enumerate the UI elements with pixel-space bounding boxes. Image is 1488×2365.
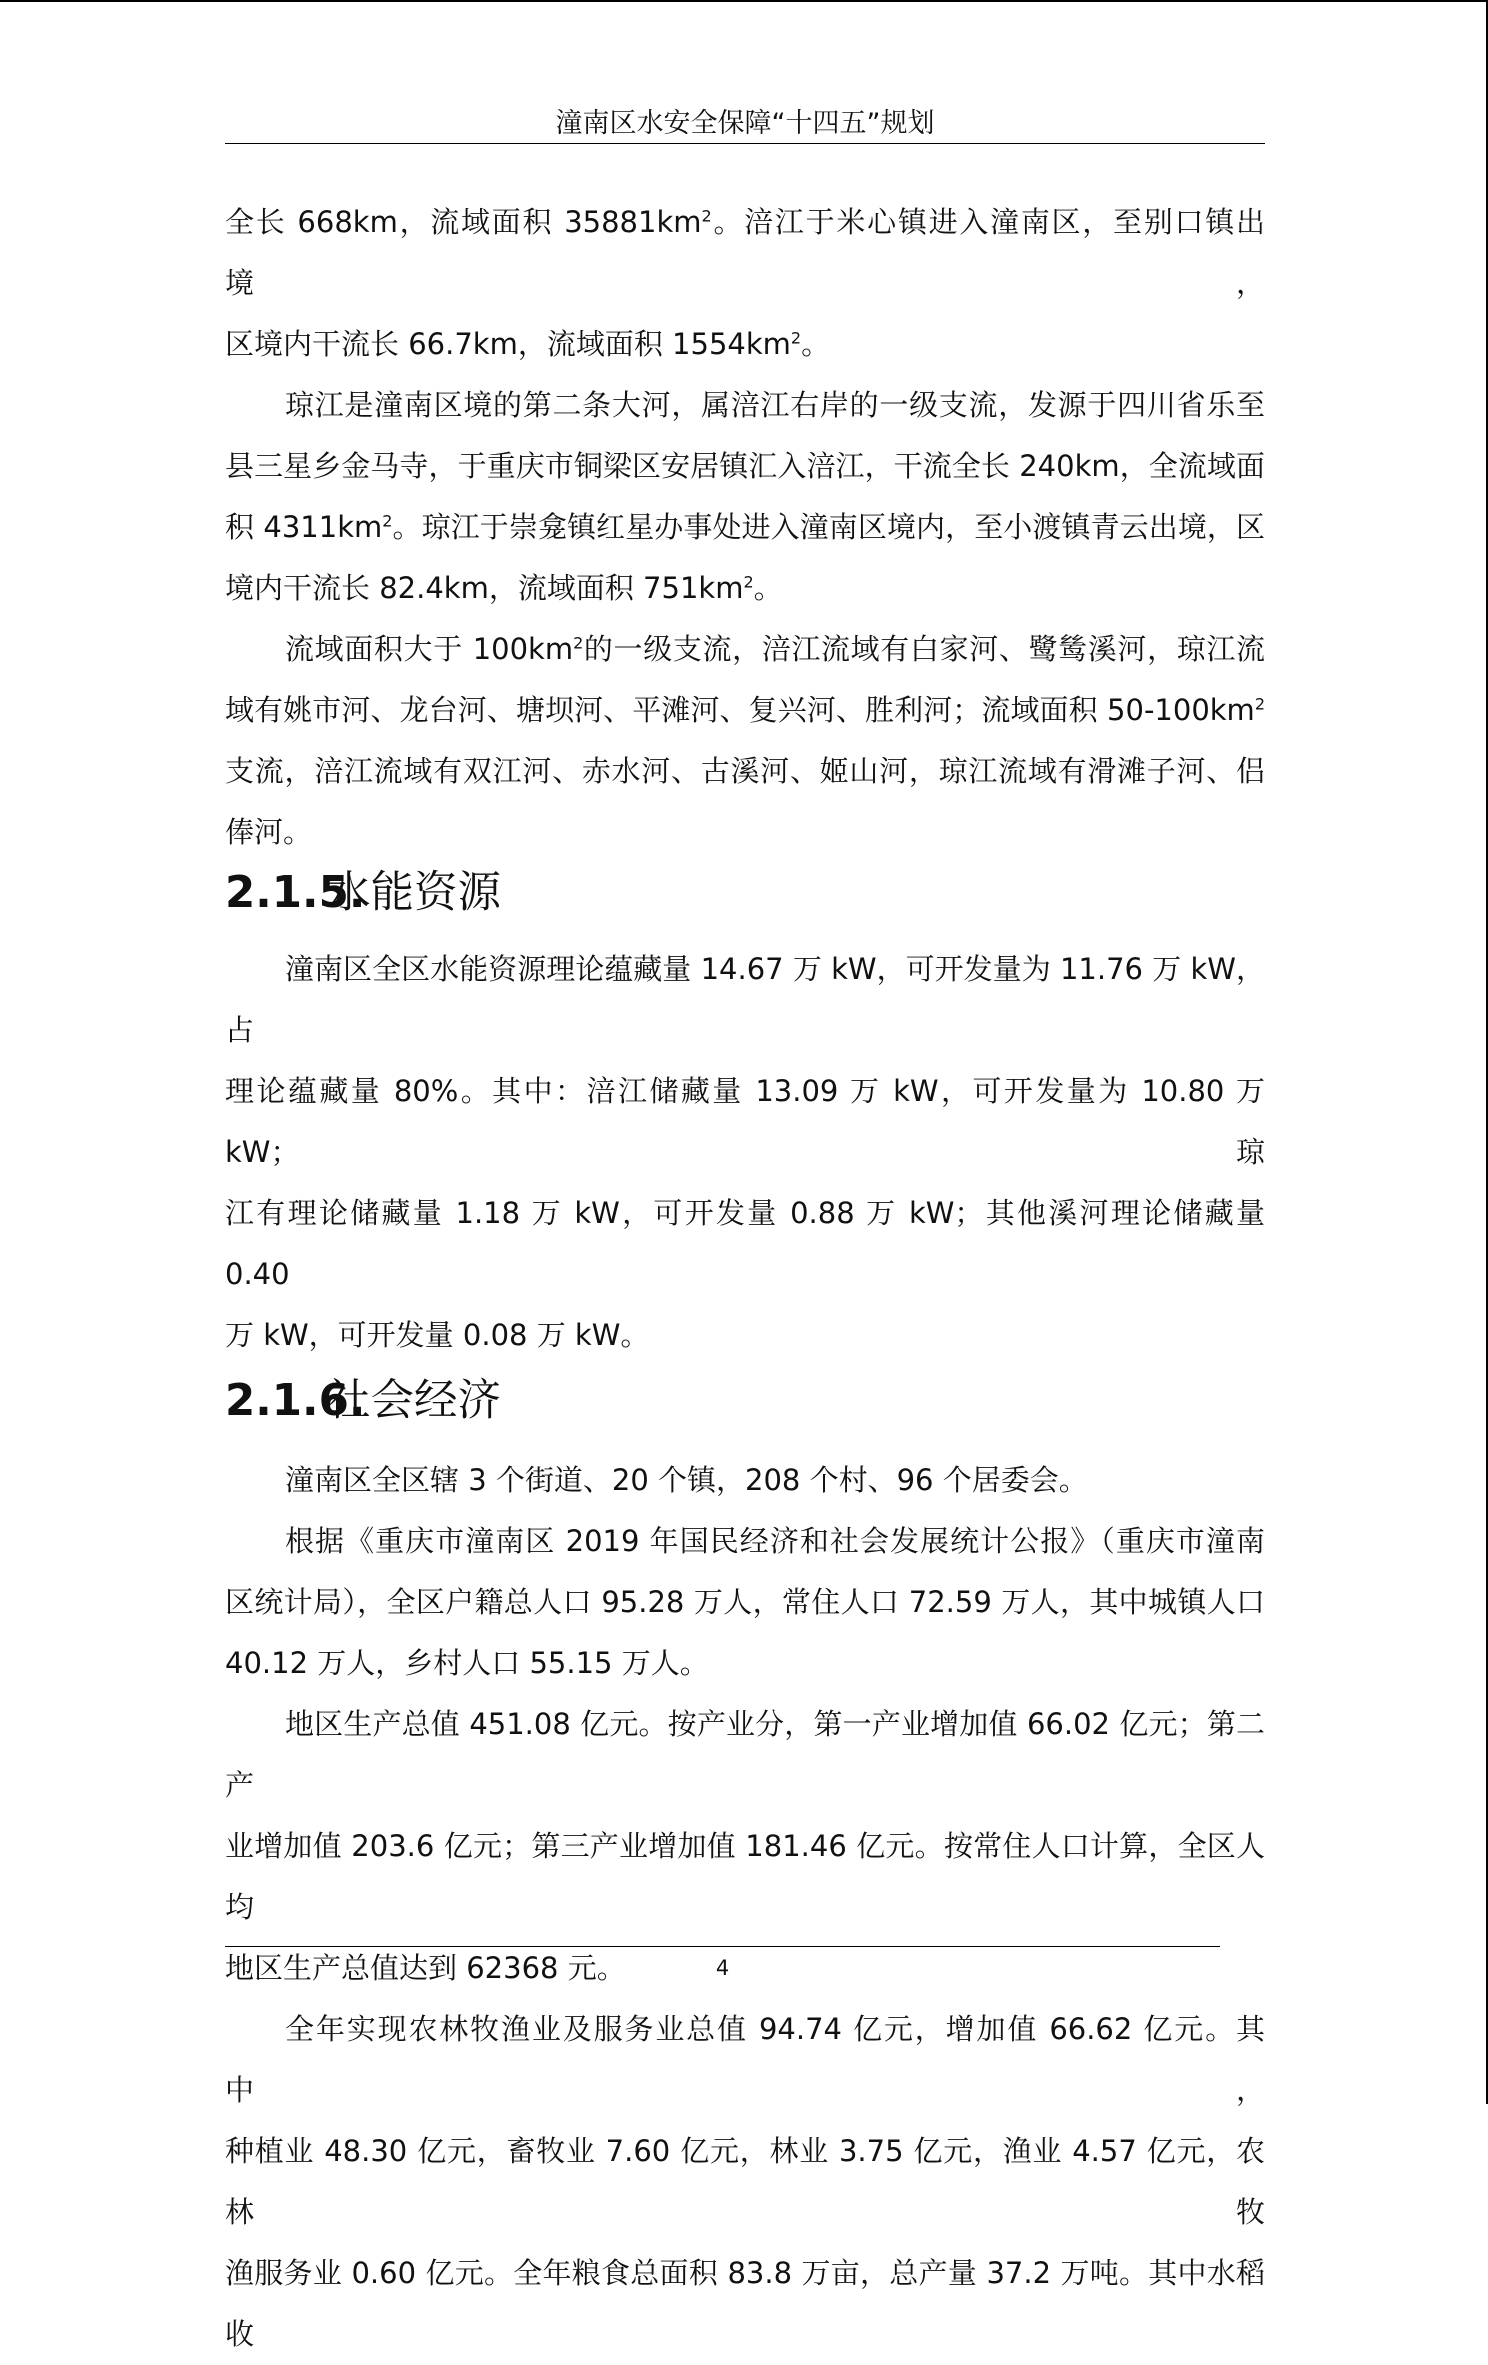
document-body <box>225 192 1265 2365</box>
text-line: 流域面积大于 $100km^2$的一级支流，涪江流域有白家河、鹭鸶溪河，琼江流 <box>285 632 1265 666</box>
section-heading-2-1-5 <box>225 863 1265 939</box>
section-title: 社会经济 <box>327 1376 501 1426</box>
text-line: 区统计局），全区户籍总人口 95.28 万人，常住人口 72.59 万人，其中城镇人口 <box>225 1585 1265 1619</box>
header-rule <box>225 143 1265 144</box>
text-line: 渔服务业 0.60 亿元。全年粮食总面积 83.8 万亩，总产量 37.2 万吨。其中水稻收 <box>225 2256 1265 2351</box>
text-line: 潼南区全区水能资源理论蕴藏量 14.67 万 kW，可开发量为 11.76 万 kW，占 <box>225 952 1265 1047</box>
text-line: 潼南区全区辖 3 个街道、20 个镇，208 个村、96 个居委会。 <box>285 1463 1088 1497</box>
text-line: 境内干流长 82.4km，流域面积 $751km^2$。 <box>225 571 783 605</box>
text-line: 积 $4311km^2$。琼江于崇龛镇红星办事处进入潼南区境内，至小渡镇青云出境，区 <box>225 510 1265 544</box>
page-number: 4 <box>715 1956 730 1980</box>
text-line: 地区生产总值达到 62368 元。 <box>225 1951 626 1985</box>
text-line: 地区生产总值 451.08 亿元。按产业分，第一产业增加值 66.02 亿元；第二产 <box>225 1707 1265 1802</box>
footer-rule <box>225 1946 1220 1947</box>
text-line: 江有理论储藏量 1.18 万 kW，可开发量 0.88 万 kW；其他溪河理论储藏量 0.40 <box>225 1196 1265 1291</box>
text-line: 万 kW，可开发量 0.08 万 kW。 <box>225 1318 650 1352</box>
section-number: 2.1.6. <box>225 1376 366 1426</box>
text-line: 支流，涪江流域有双江河、赤水河、古溪河、姬山河，琼江流域有滑滩子河、侣 <box>225 754 1265 788</box>
text-line: 根据《重庆市潼南区 2019 年国民经济和社会发展统计公报》（重庆市潼南 <box>285 1524 1265 1558</box>
text-line: 全长 668km，流域面积 $35881km^2$。涪江于米心镇进入潼南区，至别口镇出境， <box>225 205 1265 300</box>
text-line: 域有姚市河、龙台河、塘坝河、平滩河、复兴河、胜利河；流域面积 $50-100km^2$ <box>225 693 1265 727</box>
text-line: 全年实现农林牧渔业及服务业总值 94.74 亿元，增加值 66.62 亿元。其中， <box>225 2012 1265 2107</box>
section-title: 水能资源 <box>327 868 501 918</box>
running-header: 潼南区水安全保障“十四五”规划 <box>555 108 935 139</box>
text-line: 理论蕴藏量 80%。其中：涪江储藏量 13.09 万 kW，可开发量为 10.80 万 kW；琼 <box>225 1074 1265 1169</box>
text-line: 40.12 万人，乡村人口 55.15 万人。 <box>225 1646 709 1680</box>
section-heading-2-1-6 <box>225 1371 1265 1450</box>
section-number: 2.1.5. <box>225 868 366 918</box>
text-line: 俸河。 <box>225 815 313 849</box>
text-line: 县三星乡金马寺，于重庆市铜梁区安居镇汇入涪江，干流全长 240km，全流域面 <box>225 449 1265 483</box>
text-line: 琼江是潼南区境的第二条大河，属涪江右岸的一级支流，发源于四川省乐至 <box>285 388 1265 422</box>
text-line: 区境内干流长 66.7km，流域面积 $1554km^2$。 <box>225 327 831 361</box>
text-line: 业增加值 203.6 亿元；第三产业增加值 181.46 亿元。按常住人口计算，全区人均 <box>225 1829 1265 1924</box>
text-line: 种植业 48.30 亿元，畜牧业 7.60 亿元，林业 3.75 亿元，渔业 4.57 亿元，农林牧 <box>225 2134 1265 2229</box>
